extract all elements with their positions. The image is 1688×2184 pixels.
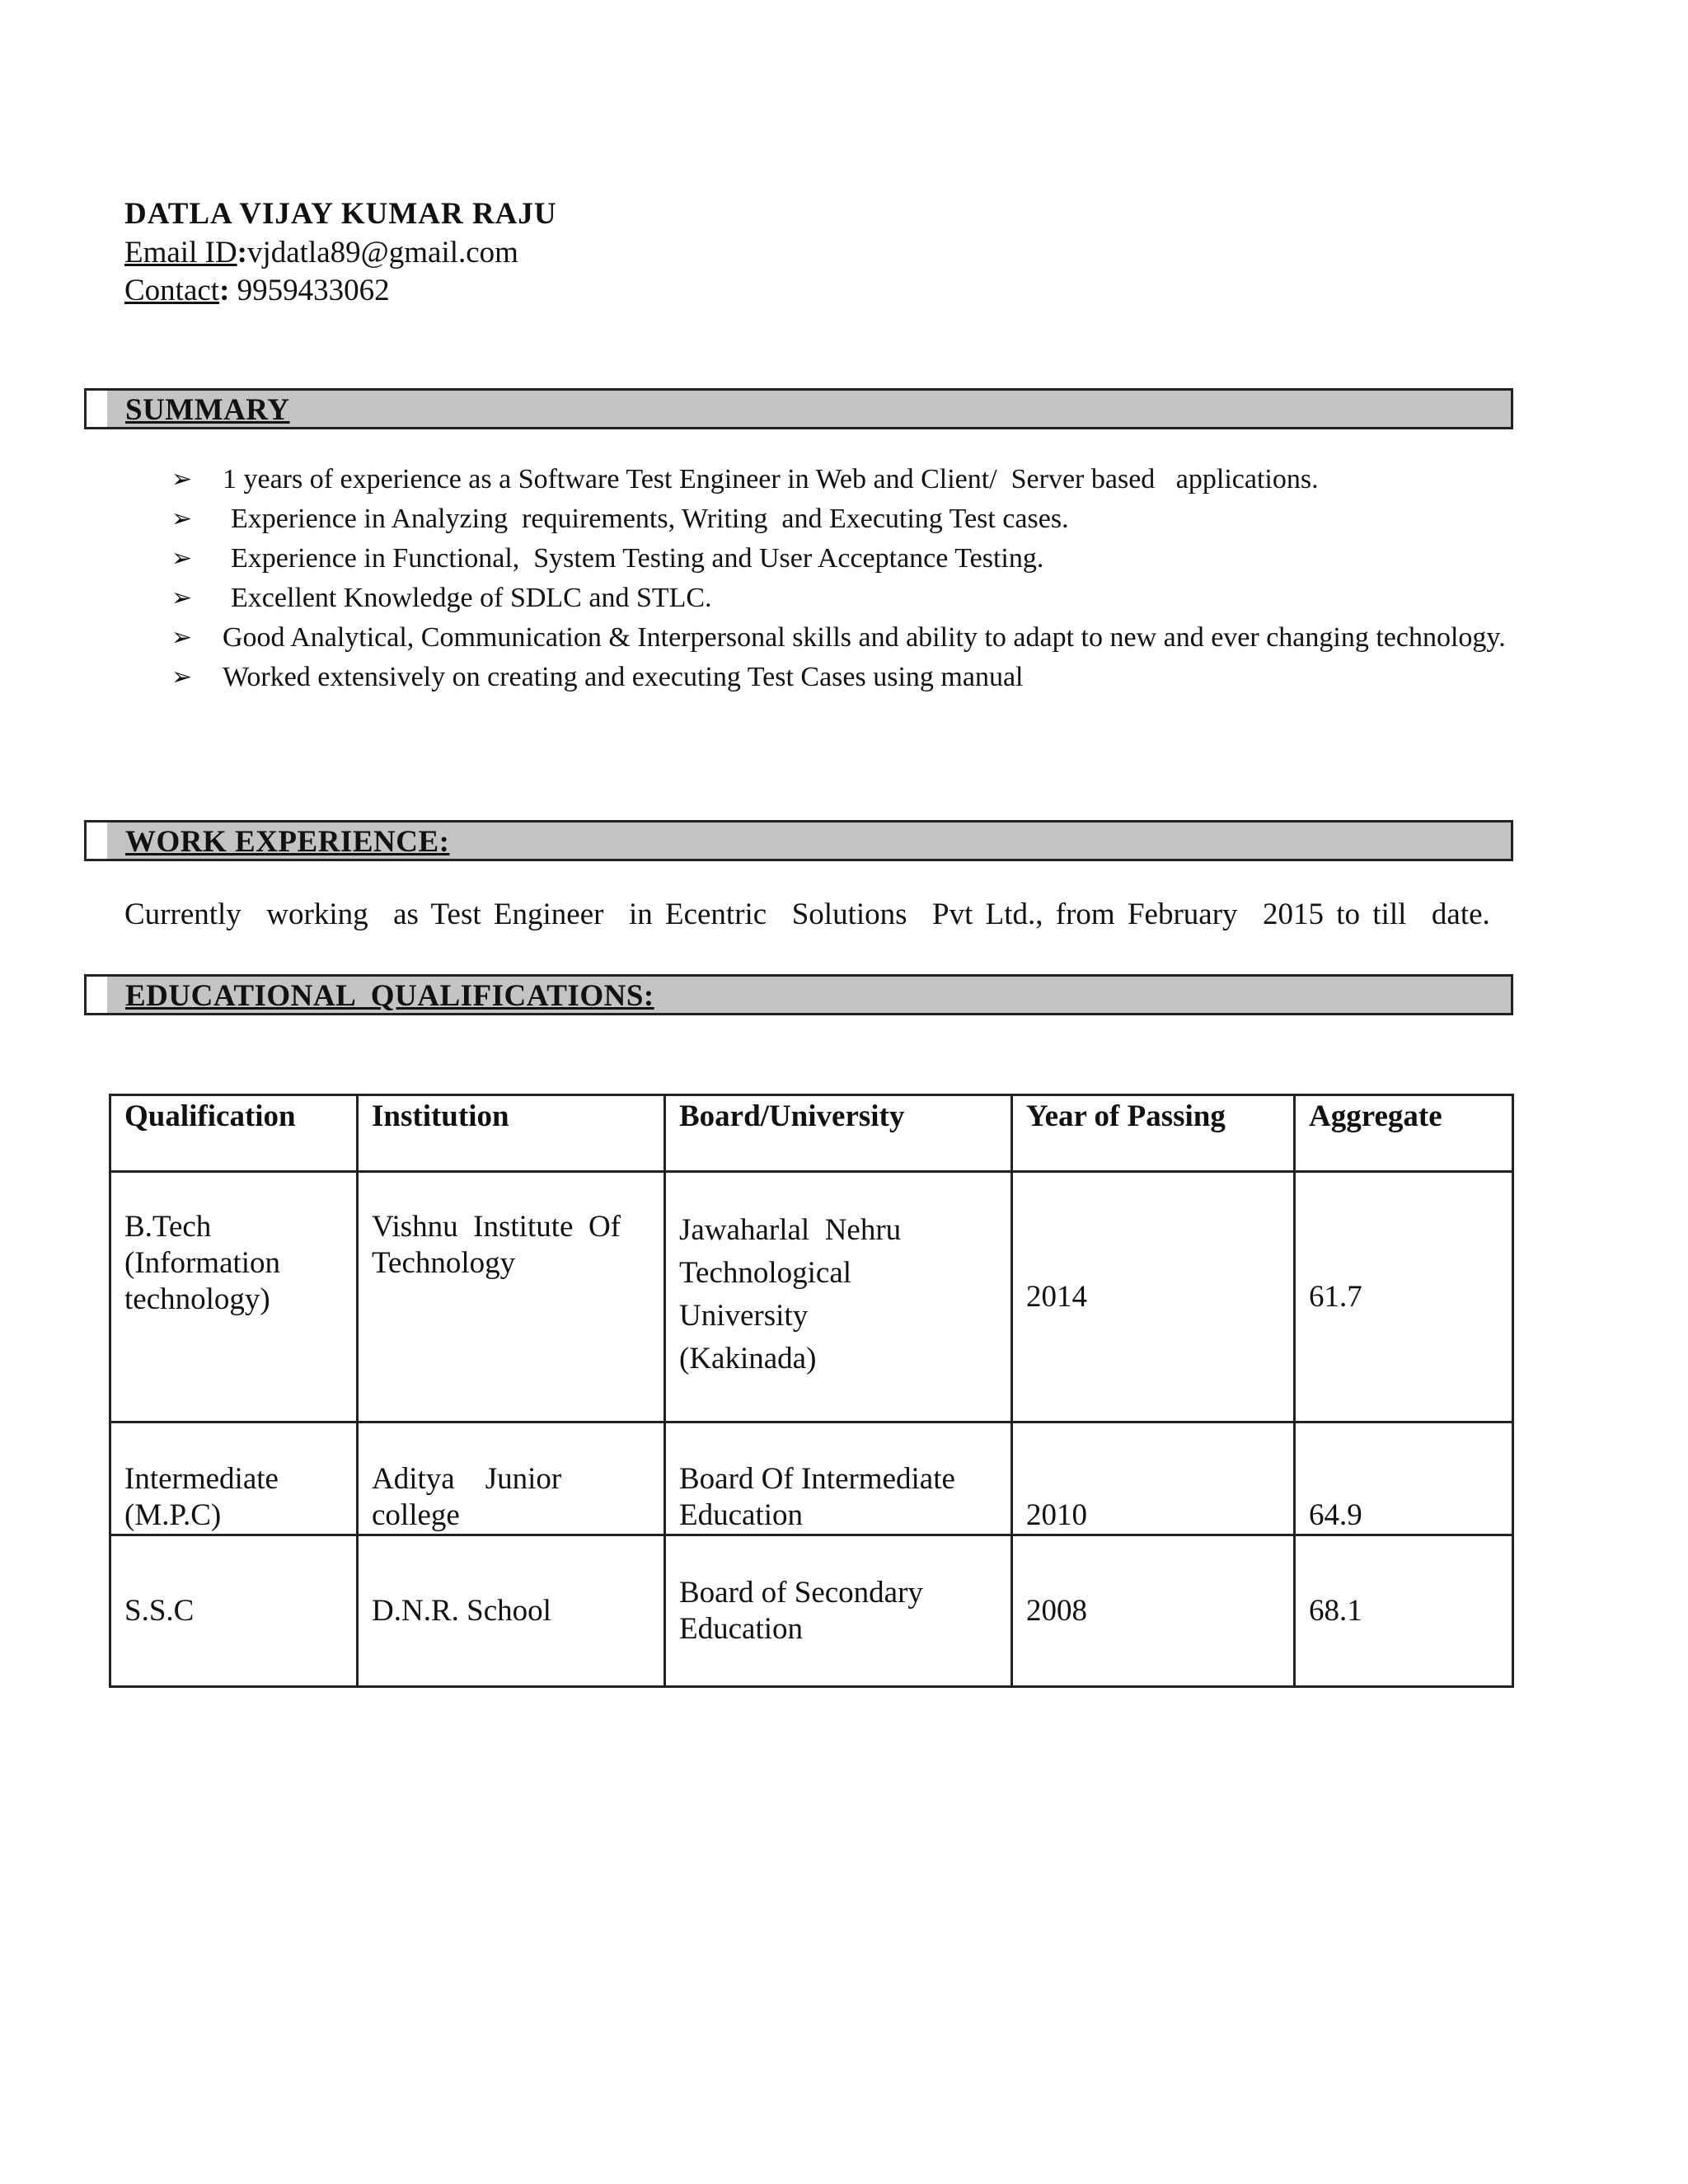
email-line bbox=[124, 234, 1361, 272]
education-table bbox=[109, 1094, 1514, 1688]
cell-line: Board of Secondary bbox=[679, 1575, 923, 1610]
year-cell: 2010 bbox=[1012, 1422, 1295, 1535]
arrow-bullet-icon: ➢ bbox=[171, 504, 193, 533]
contact-separator: : bbox=[219, 274, 230, 307]
cell-line: Board Of Intermediate bbox=[679, 1462, 955, 1496]
cell-line: D.N.R. School bbox=[372, 1593, 551, 1628]
board-cell bbox=[665, 1172, 1012, 1422]
contact-line bbox=[124, 272, 1361, 310]
contact-value: 9959433062 bbox=[229, 274, 390, 307]
list-item bbox=[171, 658, 1523, 697]
summary-section-bar bbox=[84, 388, 1513, 429]
column-header-qualification: Qualification bbox=[110, 1095, 358, 1172]
list-item bbox=[171, 618, 1523, 658]
education-heading: EDUCATIONAL QUALIFICATIONS: bbox=[125, 979, 654, 1013]
work-experience-section-bar bbox=[84, 820, 1513, 861]
qualification-cell bbox=[110, 1172, 358, 1422]
cell-line: Jawaharlal Nehru bbox=[679, 1213, 902, 1247]
summary-item-text: Experience in Analyzing requirements, Writing and Executing Test cases. bbox=[231, 504, 1069, 534]
work-experience-heading: WORK EXPERIENCE: bbox=[125, 825, 450, 859]
cell-line: Intermediate bbox=[124, 1462, 279, 1496]
arrow-bullet-icon: ➢ bbox=[171, 465, 193, 494]
summary-item-text: Excellent Knowledge of SDLC and STLC. bbox=[231, 583, 712, 613]
arrow-bullet-icon: ➢ bbox=[171, 663, 193, 691]
list-item bbox=[171, 499, 1523, 539]
table-row bbox=[110, 1535, 1513, 1687]
aggregate-cell: 68.1 bbox=[1295, 1535, 1513, 1687]
column-header-institution: Institution bbox=[358, 1095, 665, 1172]
summary-list bbox=[171, 460, 1523, 697]
qualification-cell bbox=[110, 1535, 358, 1687]
cell-line: Technological bbox=[679, 1256, 852, 1290]
institution-cell bbox=[358, 1172, 665, 1422]
cell-line: (Kakinada) bbox=[679, 1342, 817, 1376]
institution-cell bbox=[358, 1535, 665, 1687]
email-separator: : bbox=[237, 236, 247, 269]
cell-line: college bbox=[372, 1498, 460, 1532]
cell-line: B.Tech bbox=[124, 1210, 212, 1244]
education-section-bar bbox=[84, 974, 1513, 1015]
resume-header bbox=[124, 194, 1361, 310]
cell-line: University bbox=[679, 1299, 809, 1333]
cell-line: Technology bbox=[372, 1246, 516, 1280]
arrow-bullet-icon: ➢ bbox=[171, 583, 193, 612]
institution-cell bbox=[358, 1422, 665, 1535]
list-item bbox=[171, 460, 1523, 499]
column-header-aggregate: Aggregate bbox=[1295, 1095, 1513, 1172]
column-header-board: Board/University bbox=[665, 1095, 1012, 1172]
cell-line: Education bbox=[679, 1498, 804, 1532]
summary-item-text: 1 years of experience as a Software Test Engineer in Web and Client/ Server based applications. bbox=[223, 464, 1319, 494]
qualification-cell bbox=[110, 1422, 358, 1535]
summary-heading: SUMMARY bbox=[125, 393, 290, 427]
board-cell bbox=[665, 1535, 1012, 1687]
candidate-name: DATLA VIJAY KUMAR RAJU bbox=[124, 197, 557, 231]
table-row bbox=[110, 1172, 1513, 1422]
list-item bbox=[171, 539, 1523, 579]
cell-line: Education bbox=[679, 1611, 804, 1646]
contact-label: Contact bbox=[124, 274, 220, 307]
summary-item-text: Good Analytical, Communication & Interpersonal skills and ability to adapt to new and ever changing technology. bbox=[223, 622, 1506, 653]
summary-item-text: Worked extensively on creating and executing Test Cases using manual bbox=[223, 662, 1024, 692]
arrow-bullet-icon: ➢ bbox=[171, 623, 193, 652]
cell-line: Aditya Junior bbox=[372, 1462, 562, 1496]
email-label: Email ID bbox=[124, 236, 237, 269]
table-header-row bbox=[110, 1095, 1513, 1172]
table-row bbox=[110, 1422, 1513, 1535]
cell-line: technology) bbox=[124, 1282, 270, 1316]
aggregate-cell: 61.7 bbox=[1295, 1172, 1513, 1422]
aggregate-cell: 64.9 bbox=[1295, 1422, 1513, 1535]
cell-line: S.S.C bbox=[124, 1593, 195, 1628]
cell-line: Vishnu Institute Of bbox=[372, 1210, 621, 1244]
board-cell bbox=[665, 1422, 1012, 1535]
column-header-year: Year of Passing bbox=[1012, 1095, 1295, 1172]
year-cell: 2014 bbox=[1012, 1172, 1295, 1422]
year-cell: 2008 bbox=[1012, 1535, 1295, 1687]
list-item bbox=[171, 579, 1523, 618]
work-experience-text: Currently working as Test Engineer in Ecentric Solutions Pvt Ltd., from February 2015 to till date. bbox=[124, 898, 1490, 931]
arrow-bullet-icon: ➢ bbox=[171, 544, 193, 573]
cell-line: (Information bbox=[124, 1246, 281, 1280]
cell-line: (M.P.C) bbox=[124, 1498, 222, 1532]
email-value: vjdatla89@gmail.com bbox=[246, 236, 518, 269]
summary-item-text: Experience in Functional, System Testing and User Acceptance Testing. bbox=[231, 543, 1044, 574]
